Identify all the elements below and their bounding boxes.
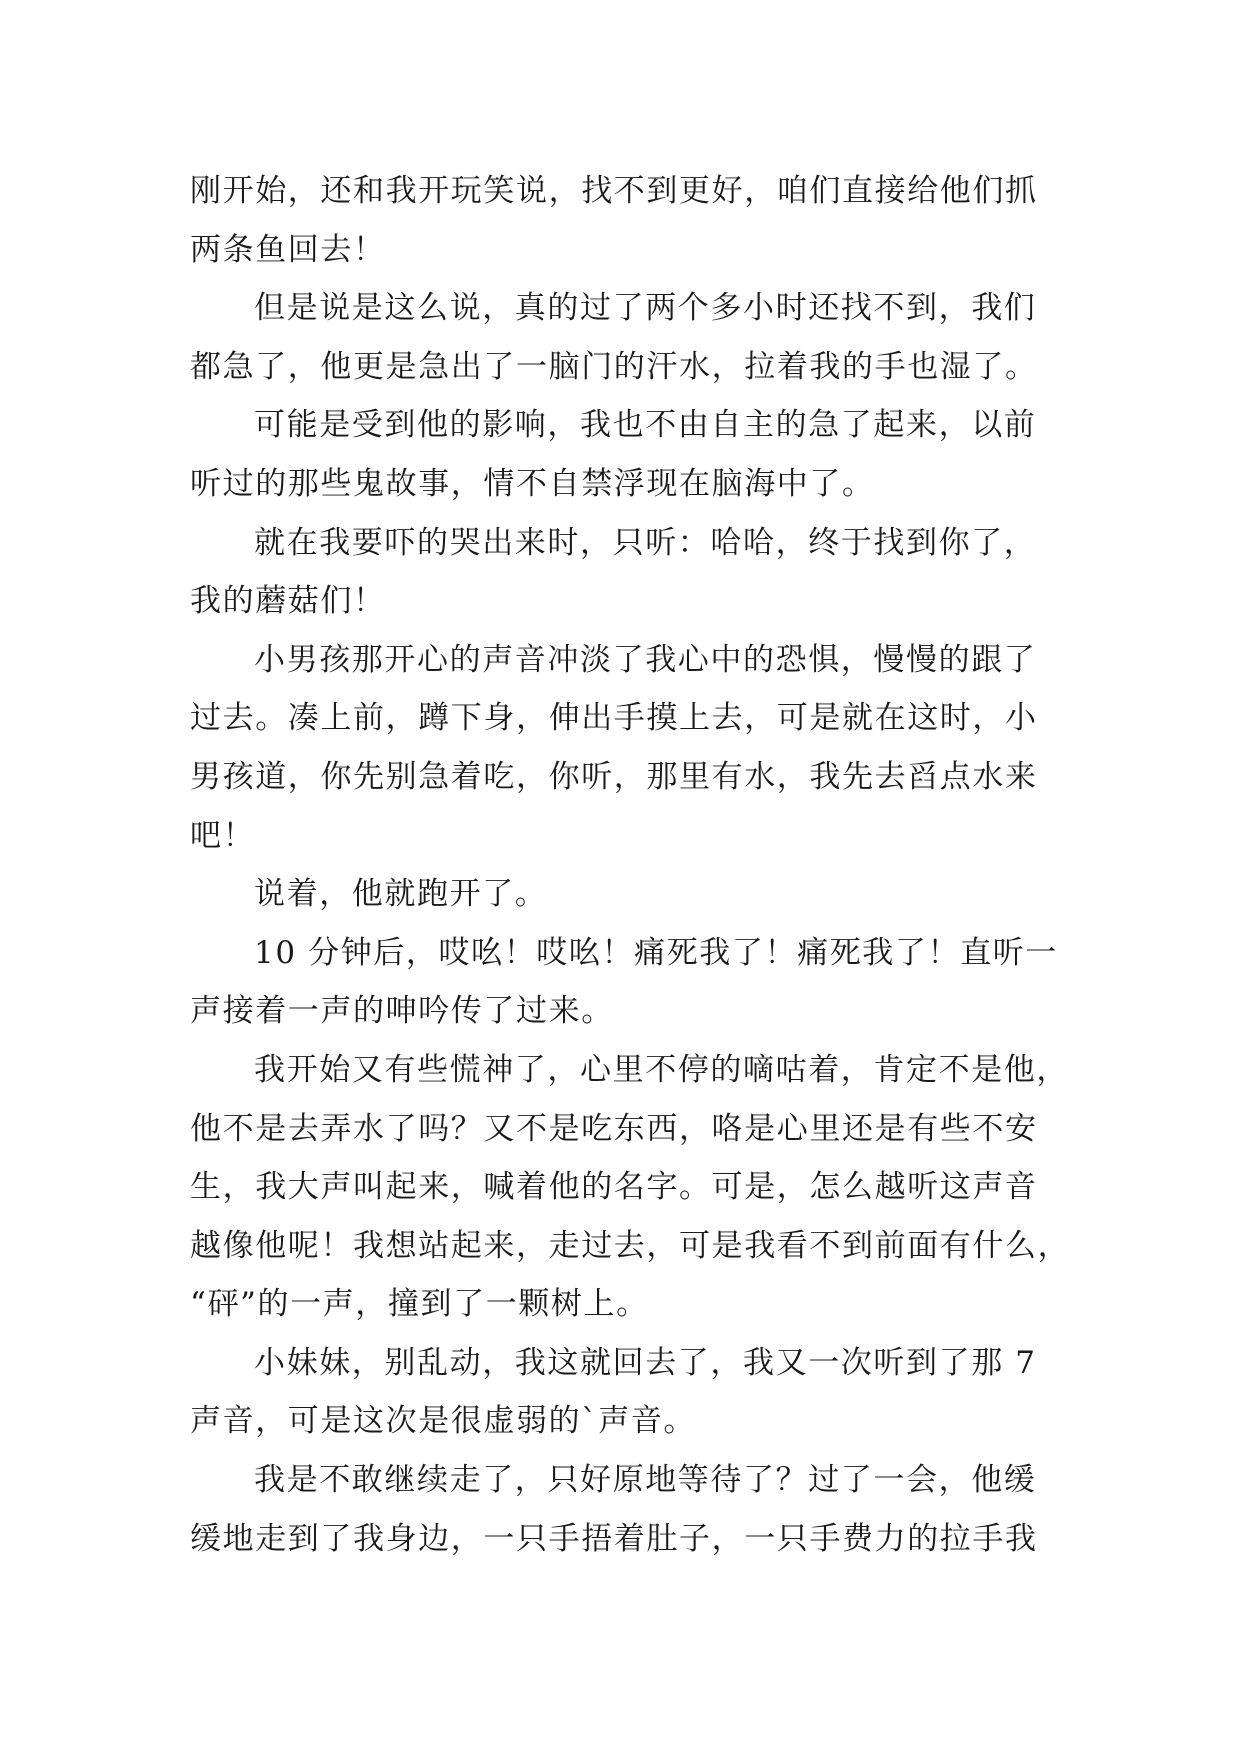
text-line: 听过的那些鬼故事，情不自禁浮现在脑海中了。 [190, 465, 875, 502]
text-line: 但是说是这么说，真的过了两个多小时还找不到，我们 [254, 290, 1037, 327]
text-line: 我的蘑菇们！ [190, 583, 386, 620]
text-line: 10 分钟后，哎吆！哎吆！痛死我了！痛死我了！直听一 [254, 934, 1058, 971]
text-line: 越像他呢！我想站起来，走过去，可是我看不到前面有什么， [190, 1227, 1071, 1264]
text-line: 都急了，他更是急出了一脑门的汗水，拉着我的手也湿了。 [190, 348, 1038, 385]
text-line: 说着，他就跑开了。 [254, 876, 548, 913]
paragraph [190, 1334, 1070, 1451]
text-line: 刚开始，还和我开玩笑说，找不到更好，咱们直接给他们抓 [190, 173, 1038, 209]
text-line: “砰”的一声，撞到了一颗树上。 [190, 1286, 649, 1323]
paragraph [190, 279, 1070, 396]
text-line: 他不是去弄水了吗？又不是吃东西，咯是心里还是有些不安 [190, 1110, 1038, 1147]
text-line: 小男孩那开心的声音冲淡了我心中的恐惧，慢慢的跟了 [254, 641, 1037, 678]
paragraph [190, 924, 1070, 1041]
text-line: 我是不敢继续走了，只好原地等待了？过了一会，他缓 [254, 1462, 1037, 1499]
text-line: 过去。凑上前，蹲下身，伸出手摸上去，可是就在这时，小 [190, 700, 1038, 737]
paragraph [190, 514, 1070, 631]
text-line: 吧！ [190, 817, 256, 854]
paragraph [190, 396, 1070, 513]
text-line: 声接着一声的呻吟传了过来。 [190, 993, 614, 1030]
text-line: 可能是受到他的影响，我也不由自主的急了起来，以前 [254, 407, 1037, 444]
text-line: 就在我要吓的哭出来时，只听：哈哈，终于找到你了， [254, 524, 1037, 561]
paragraph [190, 865, 1070, 924]
text-line: 生，我大声叫起来，喊着他的名字。可是，怎么越听这声音 [190, 1169, 1038, 1206]
text-line: 声音，可是这次是很虚弱的`声音。 [190, 1403, 697, 1440]
paragraph [190, 1451, 1070, 1568]
paragraph [190, 631, 1070, 865]
document-body [190, 162, 1070, 1568]
text-line: 缓地走到了我身边，一只手捂着肚子，一只手费力的拉手我 [190, 1520, 1038, 1557]
text-line: 男孩道，你先别急着吃，你听，那里有水，我先去舀点水来 [190, 758, 1038, 795]
text-line: 小妹妹，别乱动，我这就回去了，我又一次听到了那 7 [254, 1344, 1037, 1381]
text-line: 两条鱼回去！ [190, 231, 386, 268]
text-line: 我开始又有些慌神了，心里不停的嘀咕着，肯定不是他， [254, 1051, 1069, 1088]
paragraph [190, 1041, 1070, 1334]
paragraph [190, 162, 1070, 279]
